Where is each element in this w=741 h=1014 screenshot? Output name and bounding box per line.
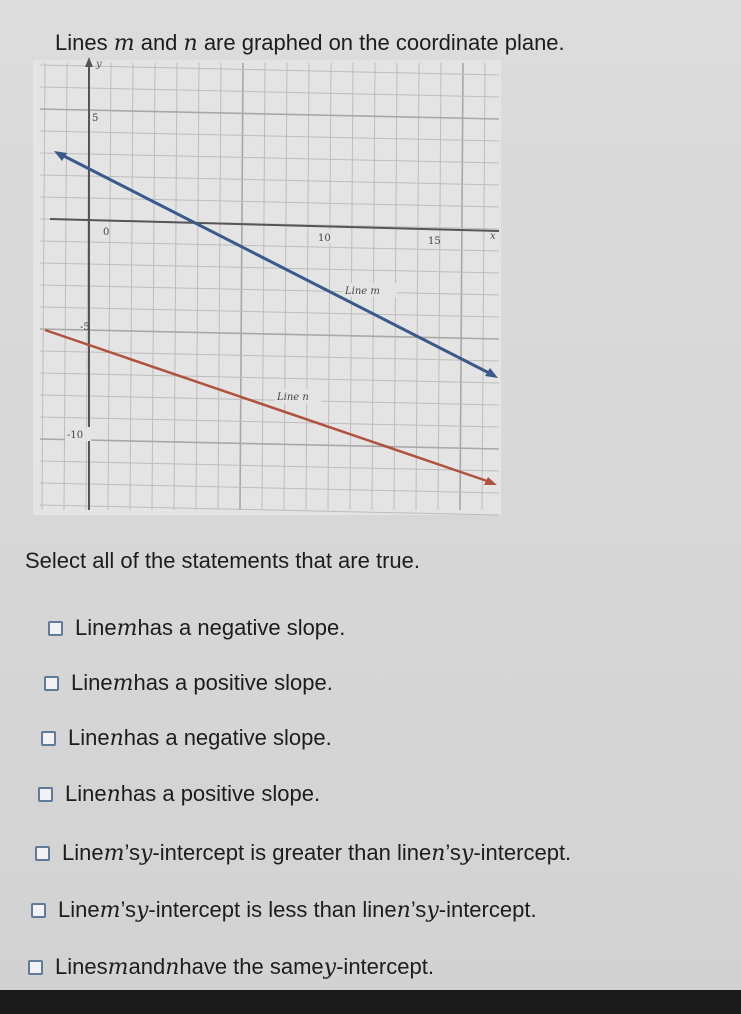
x-tick-10: 10 — [318, 233, 331, 244]
option-text: and — [128, 954, 166, 979]
origin-label: 0 — [103, 227, 110, 238]
var-m: m — [99, 897, 121, 923]
option-text: have the same — [179, 954, 324, 979]
var-m: m — [112, 670, 134, 696]
x-axis-label: x — [490, 231, 496, 242]
option-text: has a positive slope. — [133, 670, 333, 695]
option-text: Line — [65, 781, 107, 806]
y-axis-label: y — [96, 59, 102, 70]
option-n-negative-slope[interactable] — [41, 725, 332, 751]
option-text: Lines — [55, 954, 108, 979]
option-text: -intercept is greater than line — [152, 840, 432, 865]
y-tick-neg10: -10 — [67, 430, 84, 441]
option-text: ’s — [124, 840, 140, 865]
line-n-label: Line n — [277, 392, 309, 403]
checkbox[interactable] — [31, 903, 46, 918]
var-y: y — [323, 954, 337, 980]
instruction-text: Select all of the statements that are true. — [25, 548, 420, 573]
checkbox[interactable] — [38, 787, 53, 802]
prompt-text-3: are graphed on the coordinate plane. — [197, 30, 565, 55]
option-text: ’s — [410, 897, 427, 922]
option-same-intercept[interactable] — [28, 954, 434, 980]
option-text: has a positive slope. — [120, 781, 321, 806]
question-prompt — [55, 30, 565, 56]
option-text: has a negative slope. — [137, 615, 346, 640]
option-text: has a negative slope. — [123, 725, 332, 750]
option-n-positive-slope[interactable] — [38, 781, 320, 807]
y-tick-5: 5 — [92, 113, 99, 124]
x-tick-15: 15 — [428, 236, 441, 247]
prompt-text-1: Lines — [55, 30, 114, 55]
checkbox[interactable] — [41, 731, 56, 746]
option-m-intercept-greater[interactable] — [35, 840, 571, 866]
option-text: Line — [58, 897, 100, 922]
option-text: ’s — [120, 897, 136, 922]
var-n: n — [183, 31, 198, 56]
option-text: -intercept. — [336, 954, 434, 979]
var-y: y — [135, 897, 149, 923]
var-m: m — [103, 840, 125, 866]
option-text: Line — [75, 615, 117, 640]
option-m-positive-slope[interactable] — [44, 670, 333, 696]
var-m: m — [107, 954, 129, 980]
option-text: ’s — [445, 840, 461, 865]
var-n: n — [431, 840, 446, 866]
checkbox[interactable] — [35, 846, 50, 861]
coordinate-plane — [25, 55, 505, 520]
var-n: n — [109, 725, 124, 751]
option-m-intercept-less[interactable] — [31, 897, 537, 923]
checkbox[interactable] — [44, 676, 59, 691]
option-text: Line — [62, 840, 104, 865]
option-m-negative-slope[interactable] — [48, 615, 345, 641]
prompt-text-2: and — [134, 30, 184, 55]
option-text: -intercept. — [473, 840, 572, 865]
option-text: Line — [68, 725, 110, 750]
checkbox[interactable] — [48, 621, 63, 636]
bottom-bezel — [0, 990, 741, 1014]
var-y: y — [460, 840, 474, 866]
line-m-label: Line m — [345, 286, 380, 297]
option-text: -intercept is less than line — [148, 897, 397, 922]
var-y: y — [426, 897, 439, 923]
var-n: n — [165, 954, 180, 980]
var-m: m — [113, 31, 135, 56]
checkbox[interactable] — [28, 960, 43, 975]
var-n: n — [106, 781, 121, 807]
option-text: Line — [71, 670, 113, 695]
y-tick-neg5: -5 — [80, 322, 90, 333]
var-m: m — [116, 615, 138, 641]
option-text: -intercept. — [438, 897, 537, 922]
var-y: y — [139, 840, 153, 866]
var-n: n — [396, 897, 411, 923]
